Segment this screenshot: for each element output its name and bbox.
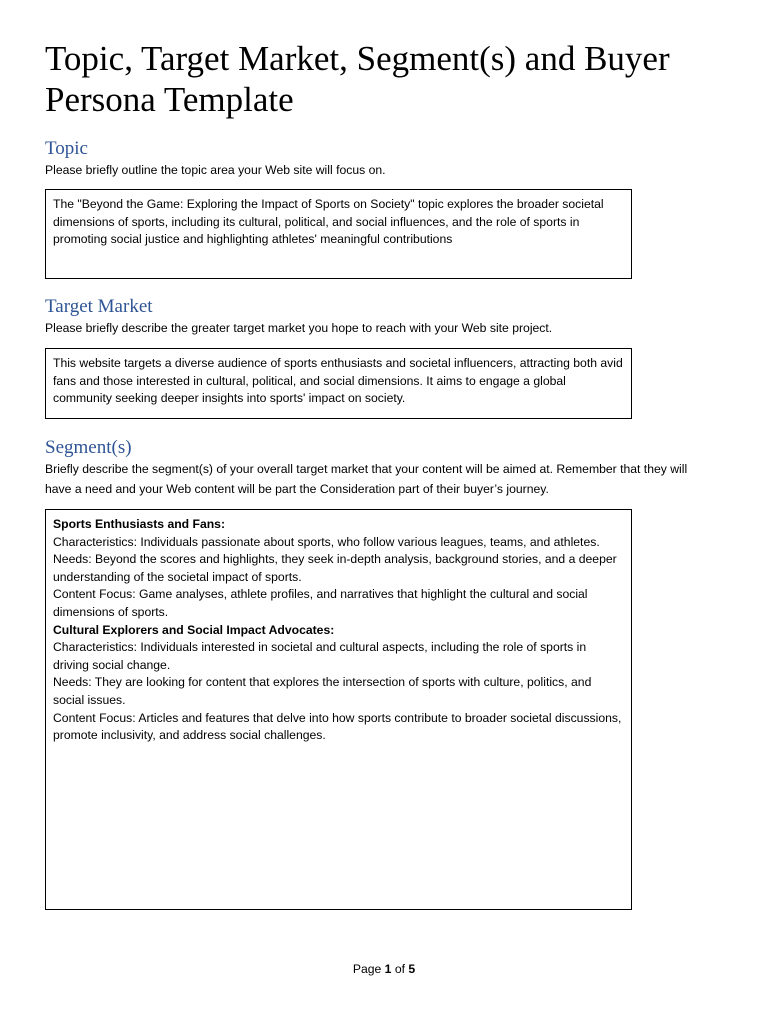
of-word: of (394, 962, 406, 976)
target-market-answer-text: This website targets a diverse audience of sports enthusiasts and societal influencers, attracting both avid fans and those interested in cultural, political, and social dimensions. It aims to engage a global community seeking deeper insights into sports' impact on society. (53, 356, 623, 406)
page-word: Page (352, 962, 382, 976)
page-footer (0, 961, 768, 977)
topic-answer-text: The "Beyond the Game: Exploring the Impact of Sports on Society" topic explores the broader societal dimensions of sports, including its cultural, political, and social influences, and the role of sports in promoting social justice and highlighting athletes' meaningful contributions (53, 197, 604, 247)
segment-name: Cultural Explorers and Social Impact Advocates: (53, 622, 335, 637)
target-market-instructions: Please briefly describe the greater target market you hope to reach with your Web site project. (45, 321, 553, 335)
segment-content-focus: Content Focus: Game analyses, athlete profiles, and narratives that highlight the cultural and social dimensions of sports. (53, 587, 588, 619)
topic-heading: Topic (45, 138, 88, 159)
page-title: Topic, Target Market, Segment(s) and Buyer Persona Template (45, 39, 670, 119)
target-market-heading: Target Market (45, 296, 153, 317)
segment-needs: Needs: They are looking for content that explores the intersection of sports with culture, politics, and social issues. (53, 675, 592, 707)
segment-name: Sports Enthusiasts and Fans: (53, 517, 226, 531)
segment-characteristics: Characteristics: Individuals passionate about sports, who follow various leagues, teams, and athletes. (53, 534, 600, 549)
segments-answer-box[interactable] (45, 509, 632, 910)
segment-content-focus: Content Focus: Articles and features that delve into how sports contribute to broader societal discussions, promote inclusivity, and address social challenges. (53, 710, 622, 743)
total-pages-number: 5 (408, 962, 416, 976)
segments-heading: Segment(s) (45, 437, 132, 458)
segment-needs: Needs: Beyond the scores and highlights, they seek in-depth analysis, background stories, and a deeper understanding of the societal impact of sports. (53, 552, 617, 584)
segment-characteristics: Characteristics: Individuals interested in societal and cultural aspects, including the role of sports in driving social change. (53, 640, 587, 672)
topic-answer-box[interactable] (45, 189, 632, 279)
topic-instructions: Please briefly outline the topic area your Web site will focus on. (45, 163, 386, 177)
target-market-answer-box[interactable] (45, 348, 632, 419)
segments-instructions: Briefly describe the segment(s) of your overall target market that your content will be aimed at. Remember that they will have a need and your Web content will be part the Consideration part of their buyer’s journey. (45, 462, 688, 496)
current-page-number: 1 (384, 962, 392, 976)
